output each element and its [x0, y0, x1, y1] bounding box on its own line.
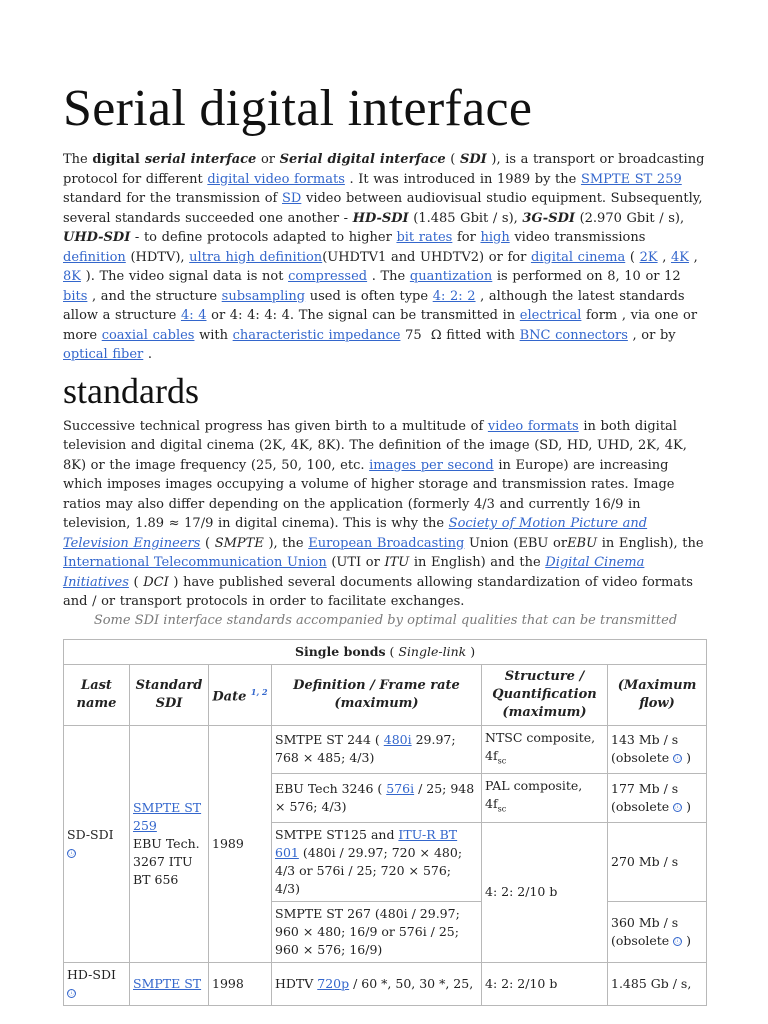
text-run: ), is a transport or broadcasting protocol for different — [63, 152, 705, 187]
inline-link[interactable]: definition — [63, 249, 126, 265]
text-run: serial interface — [144, 152, 257, 167]
text-run: , — [688, 249, 698, 265]
inline-link[interactable]: compressed — [288, 269, 368, 284]
cell-structure: 4: 2: 2/10 b — [482, 822, 608, 962]
text-run: ) have published several documents allowing standardization of video formats and / or transport protocols in order to facilitate exchanges. — [63, 574, 693, 609]
cell-definition: EBU Tech 3246 ( 576i / 25; 948 × 576; 4/3) — [272, 774, 482, 823]
cell-flow: 360 Mb / s (obsolete ⓘ ) — [608, 901, 707, 962]
text-run: (2.970 Gbit / s), — [574, 210, 685, 226]
text-run: UHD-SDI — [63, 230, 131, 245]
text-run: DCI — [143, 574, 169, 590]
cell-definition: SMTPE ST 244 ( 480i 29.97; 768 × 485; 4/3) — [272, 725, 482, 774]
inline-link[interactable]: characteristic impedance — [232, 327, 401, 343]
text-run: (UHDTV1 and UHDTV2) or for — [322, 249, 531, 265]
sdi-standards-table — [63, 639, 707, 1006]
text-run: form , via one or more — [63, 308, 698, 343]
header-date: Date $^{1, 2}$ — [209, 664, 272, 725]
header-structure: Structure / Quantification (maximum) — [482, 664, 608, 725]
cell-flow: 177 Mb / s (obsolete ⓘ ) — [608, 774, 707, 823]
inline-link[interactable]: high — [480, 230, 510, 245]
text-run: for — [452, 230, 481, 245]
table-header-row — [64, 664, 707, 725]
inline-link[interactable]: images per second — [369, 457, 494, 473]
cell-structure: NTSC composite, $4f_{sc}$ — [482, 725, 608, 774]
cell-flow: 1.485 Gb / s, — [608, 962, 707, 1005]
inline-link[interactable]: SD — [282, 191, 302, 206]
inline-link[interactable]: subsampling — [221, 288, 306, 304]
inline-link[interactable]: digital cinema — [530, 249, 626, 265]
text-run: in English), the — [597, 535, 704, 551]
header-last-name: Last name — [64, 664, 130, 725]
text-run: - to define protocols adapted to higher — [130, 230, 397, 245]
text-run: ( — [445, 152, 460, 167]
inline-link[interactable]: electrical — [519, 308, 582, 323]
link-itu-r-bt-601[interactable]: ITU-R BT 601 — [275, 826, 458, 860]
text-run: (HDTV), — [125, 249, 190, 265]
inline-link[interactable]: 8K — [63, 269, 81, 284]
text-run: , although the latest standards allow a structure — [63, 288, 685, 323]
text-run: SMPTE — [214, 535, 264, 551]
cell-flow: 270 Mb / s — [608, 822, 707, 901]
text-run: , or by — [627, 327, 676, 343]
cell-sd-sdi-standard: SMPTE ST 259 EBU Tech. 3267 ITU BT 656 — [130, 725, 209, 962]
link-smpte-st[interactable]: SMPTE ST — [133, 975, 202, 991]
inline-link[interactable]: BNC connectors — [519, 327, 628, 343]
inline-link[interactable]: 4K — [670, 249, 689, 265]
text-run: Serial digital interface — [279, 152, 446, 167]
page-title: Serial digital interface — [63, 80, 533, 137]
text-run: in English) and the — [409, 555, 546, 570]
cell-flow: 143 Mb / s (obsolete ⓘ ) — [608, 725, 707, 774]
group-header: Single bonds ( Single-link ) — [64, 639, 707, 664]
cell-definition: SMPTE ST 267 (480i / 29.97; 960 × 480; 16/9 or 576i / 25; 960 × 576; 16/9) — [272, 901, 482, 962]
intro-paragraph — [63, 150, 708, 365]
cell-definition: SMTPE ST125 and ITU-R BT 601 (480i / 29.97; 720 × 480; 4/3 or 576i / 25; 720 × 576; 4/3) — [272, 822, 482, 901]
inline-link[interactable]: 2K — [639, 249, 658, 265]
text-run: ( — [625, 249, 640, 265]
cell-structure: PAL composite, $4f_{sc}$ — [482, 774, 608, 823]
text-run: ), the — [263, 535, 309, 551]
inline-link[interactable]: bits — [63, 288, 88, 304]
text-run: . The — [367, 269, 410, 284]
inline-link[interactable]: International Telecommunication Union — [63, 555, 327, 570]
text-run: , and the structure — [87, 288, 222, 304]
text-run: Successive technical progress has given birth to a multitude of — [63, 418, 488, 434]
header-flow: (Maximum flow) — [608, 664, 707, 725]
text-run: or 4: 4: 4: 4. The signal can be transmitted in — [206, 308, 520, 323]
link-smpte-st-259[interactable]: SMPTE ST 259 — [133, 799, 202, 833]
table-row — [64, 962, 707, 1005]
text-run: in both digital television and digital cinema (2K, 4K, 8K). The definition of the image (SD, HD, UHD, 2K, 4K, 8K) or the image frequency (25, 50, 100, etc. — [63, 418, 687, 473]
link-480i[interactable]: 480i — [383, 732, 412, 748]
table-group-header-row — [64, 639, 707, 664]
inline-link[interactable]: ultra high definition — [189, 249, 323, 265]
standards-paragraph — [63, 417, 708, 612]
inline-link[interactable]: quantization — [409, 269, 493, 284]
table-row — [64, 725, 707, 774]
text-run: The — [63, 152, 93, 167]
inline-link[interactable]: European Broadcasting — [308, 535, 465, 551]
text-run: digital — [92, 152, 145, 167]
inline-link[interactable]: optical fiber — [63, 347, 144, 362]
article — [63, 78, 708, 1006]
inline-link[interactable]: digital video formats — [207, 171, 345, 187]
text-run: ). The video signal data is not — [80, 269, 289, 284]
section-heading-standards: standards — [63, 370, 199, 411]
text-run: SDI — [459, 152, 487, 167]
cell-hd-sdi-date: 1998 — [209, 962, 272, 1005]
text-run: , — [657, 249, 671, 265]
cell-structure: 4: 2: 2/10 b — [482, 962, 608, 1005]
text-run: or — [256, 152, 280, 167]
link-576i[interactable]: 576i — [386, 780, 415, 796]
reference-icon[interactable]: ⓘ — [674, 755, 681, 763]
text-run: used is often type — [305, 288, 433, 304]
cell-sd-sdi-date: 1989 — [209, 725, 272, 962]
text-run: ( — [200, 535, 215, 551]
reference-icon[interactable]: ⓘ — [674, 803, 681, 811]
text-run: HD-SDI — [352, 210, 409, 226]
inline-link[interactable]: Digital Cinema Initiatives — [63, 555, 645, 590]
inline-link[interactable]: coaxial cables — [101, 327, 195, 343]
text-run: is performed on 8, 10 or 12 — [492, 269, 681, 284]
text-run: ( — [128, 574, 144, 590]
inline-link[interactable]: SMPTE ST 259 — [580, 171, 682, 187]
table-caption: Some SDI interface standards accompanied by optimal qualities that can be transmitted — [93, 612, 678, 628]
text-run: video transmissions — [509, 230, 646, 245]
link-720p[interactable]: 720p — [317, 975, 350, 991]
inline-link[interactable]: bit rates — [396, 230, 453, 245]
text-run: with — [194, 327, 233, 343]
text-run: 3G-SDI — [522, 210, 575, 226]
cell-definition: HDTV 720p / 60 *, 50, 30 *, 25, — [272, 962, 482, 1005]
inline-link[interactable]: 4: 2: 2 — [432, 288, 476, 304]
text-run: 75 Ω fitted with — [400, 327, 520, 343]
text-run: video between audiovisual studio equipment. Subsequently, several standards succeeded one another - — [63, 191, 703, 226]
reference-icon[interactable]: ⓘ — [68, 849, 75, 857]
text-run: in Europe) are increasing which imposes images occupying a volume of higher storage and transmission rates. Image ratios may also differ depending on the application (formerly 4/3 and currently 16/9 in television, 1.89 ≈ 17/9 in digital cinema). This is why the — [63, 457, 675, 531]
inline-link[interactable]: video formats — [487, 418, 579, 434]
text-run: . It was introduced in 1989 by the — [344, 171, 581, 187]
text-run: EBU — [567, 535, 598, 551]
header-definition: Definition / Frame rate (maximum) — [272, 664, 482, 725]
text-run: standard for the transmission of — [63, 191, 282, 206]
reference-icon[interactable]: ⓘ — [68, 989, 75, 997]
cell-hd-sdi-standard — [130, 962, 209, 1005]
cell-sd-sdi-name: SD-SDI ⓘ — [64, 725, 130, 962]
reference-icon[interactable]: ⓘ — [674, 937, 681, 945]
text-run: Union (EBU or — [464, 535, 568, 551]
text-run: ITU — [384, 555, 410, 570]
header-standard: Standard SDI — [130, 664, 209, 725]
cell-hd-sdi-name: HD-SDI ⓘ — [64, 962, 130, 1005]
date-refs[interactable]: 1, 2 — [250, 686, 268, 697]
inline-link[interactable]: Society of Motion Picture and Television Engineers — [63, 516, 648, 551]
text-run: (1.485 Gbit / s), — [408, 210, 523, 226]
text-run: . — [143, 347, 153, 362]
text-run: (UTI or — [326, 555, 385, 570]
inline-link[interactable]: 4: 4 — [180, 308, 207, 323]
